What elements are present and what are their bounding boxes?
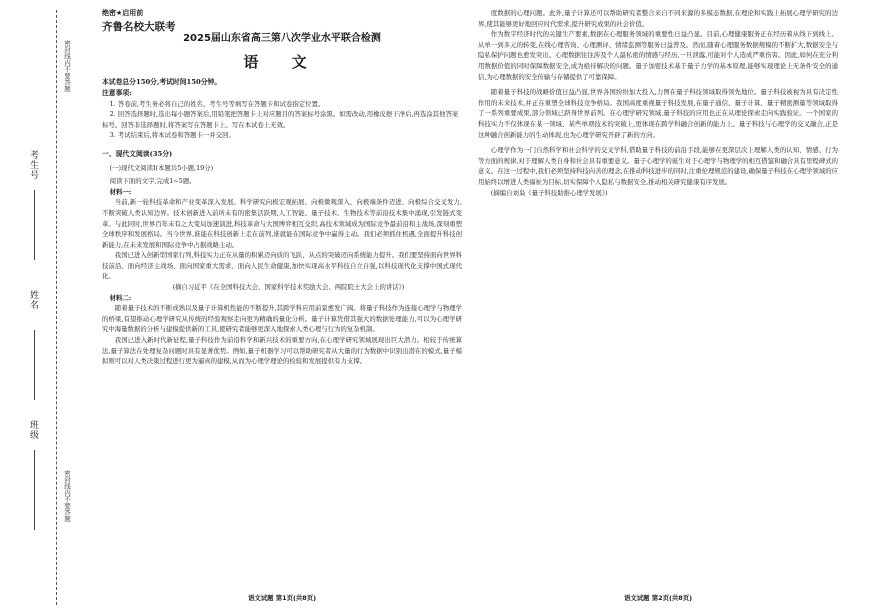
organization: 齐鲁名校大联考 <box>102 20 176 33</box>
notice-item: 1. 答卷前,考生务必将自己的姓名、考生号等填写在答题卡和试卷指定位置。 <box>109 99 325 108</box>
seal-warning-top: 密封线内不要答题 <box>63 40 71 92</box>
exam-title: 2025届山东省高三第八次学业水平联合检测 <box>183 33 381 45</box>
exam-page <box>90 8 865 608</box>
label-exam-id: 考生号 <box>28 150 38 180</box>
label-class: 班级 <box>28 420 38 440</box>
paragraph: 随着量子科技的战略价值日益凸显,世界各国纷纷加大投入,力图在量子科技领域取得领先地位。量子科技被视为具有决定性作用的未来技术,并正在重塑全球科技竞争格局。我国高度重视量子科技发展,在量子通信、量子计算、量子精密测量等领域取得了一系列重要成果,部分领域已跻身世界前列。在心理学研究领域,量子科技的应用也正在从理论探索走向实践验证。一个国家的科技实力不仅体现在某一领域、某些单项技术的突破上,更体现在跨学科融合创新的能力上。量子科技与心理学的交叉融合,正是这种融合创新能力的生动体现,也为心理学研究开辟了新的方向。 <box>478 88 838 139</box>
label-name: 姓名 <box>28 290 38 310</box>
paragraph: 当前,新一轮科技革命和产业变革深入发展。科学研究向极宏观拓展、向极微观深入、向极端条件迈进、向极综合交叉发力,不断突破人类认知边界。技术创新进入前所未有的密集活跃期,人工智能、量子技术、生物技术等前沿技术集中涌现,引发链式变革。与此同时,世界百年未有之大变局加速演进,科技革命与大国博弈相互交织,高技术领域成为国际竞争最前沿和主战场,深刻重塑全球秩序和发展格局。当今世界,谁能在科技创新上走在前列,谁就能在国际竞争中赢得主动。我们必须抓住机遇,全面提升科技创新能力,在未来发展和国际竞争中占据战略主动。 <box>102 198 462 249</box>
source-citation: (摘编自刘枭《量子科技助推心理学发展》) <box>490 188 608 197</box>
paragraph: 作为数字经济时代的关键生产要素,数据在心理服务领域的重要性日益凸显。目前,心理健康服务正在经历着从线下到线上、从单一到多元的转变,在线心理咨询、心理测评、情绪监测等服务日益普及。然而,随着心理服务数据规模的不断扩大,数据安全与隐私保护问题也愈发突出。心理数据往往涉及个人最私密的情感与经历,一旦泄露,可能对个人造成严重伤害。因此,如何在充分利用数据价值的同时保障数据安全,成为亟待解决的问题。量子加密技术基于量子力学的基本原理,能够实现理论上无条件安全的通信,为心理数据的安全传输与存储提供了可靠保障。 <box>478 30 838 81</box>
paragraph: 我国已进入创新型国家行列,科技实力正在从量的积累迈向质的飞跃、从点的突破迈向系统能力提升。我们要坚持面向世界科技前沿、面向经济主战场、面向国家重大需求、面向人民生命健康,加快实现高水平科技自立自强,以科技现代化支撑中国式现代化。 <box>102 251 462 281</box>
subsection-heading: (一)现代文阅读Ⅰ(本题共5小题,19分) <box>109 163 214 172</box>
instruction: 阅读下面的文字,完成1~5题。 <box>109 177 196 186</box>
blank-class <box>34 450 35 530</box>
blank-name <box>34 330 35 400</box>
subject-title: 语 文 <box>243 52 321 71</box>
exam-info: 本试卷总分150分,考试时间150分钟。 <box>102 78 222 87</box>
material-label: 材料一: <box>109 187 132 196</box>
notice-item: 2. 回答选择题时,选出每小题答案后,用铅笔把答题卡上对应题目的答案标号涂黑。如需改动,用橡皮擦干净后,再选涂其他答案标号。回答非选择题时,将答案写在答题卡上。写在本试卷上无效。 <box>102 110 459 129</box>
page-footer-left: 语文试题 第1页(共8页) <box>247 594 317 603</box>
article <box>102 187 462 367</box>
article-continued <box>478 8 838 198</box>
page-footer-right: 语文试题 第2页(共8页) <box>623 594 693 603</box>
seal-line <box>56 10 57 605</box>
seal-warning-bottom: 密封线内不要答题 <box>63 470 71 522</box>
section-heading: 一、现代文阅读(35分) <box>102 149 173 158</box>
paragraph: 随着量子技术的不断成熟以及量子计算机性能的不断提升,其跨学科应用前景愈发广阔。将量子科技作为连接心理学与物理学的桥梁,有望推动心理学研究从传统的经验观察走向更为精确的量化分析。量子计算凭借其强大的数据处理能力,可以为心理学研究中海量数据的分析与建模提供新的工具,使研究者能够更深入地探索人类心理与行为的复杂机制。 <box>102 304 462 334</box>
source-citation: (摘自习近平《在全国科技大会、国家科学技术奖励大会、两院院士大会上的讲话》) <box>172 283 405 292</box>
notice-heading: 注意事项: <box>102 88 132 97</box>
notice-item: 3. 考试结束后,将本试卷和答题卡一并交回。 <box>109 131 235 140</box>
paragraph: 心理学作为一门自然科学和社会科学的交叉学科,借助量子科技的前沿手段,能够在更深层次上理解人类的认知、情感、行为等方面的规律,对于理解人类自身和社会具有重要意义。量子心理学的诞生对于心理学与物理学的相互借鉴和融合具有里程碑式的意义。在这一过程中,我们必须坚持科技向善的理念,在推动科技进步的同时,注重伦理规范的建设,确保量子科技在心理学领域的应用始终以增进人类福祉为目标,切实保障个人隐私与数据安全,推动相关研究健康有序发展。 <box>478 146 838 186</box>
material-label: 材料二: <box>109 293 132 302</box>
right-column <box>478 8 838 608</box>
secret-mark: 绝密★启用前 <box>102 9 144 17</box>
left-column <box>102 8 462 608</box>
paragraph: 度数据的心理问题。此外,量子计算还可以帮助研究者整合来自不同来源的多模态数据,在理论和实践上拓展心理学研究的边界,使其能够更好地回应时代需求,提升研究成果的社会价值。 <box>478 9 838 28</box>
paragraph: 我国已进入新时代新征程,量子科技作为前沿科学和新兴技术的重要方向,在心理学研究领域展现出巨大潜力。相较于传统算法,量子算法在处理复杂问题时具有显著优势。例如,量子机器学习可以帮助研究者从大量的行为数据中识别出潜在的模式,量子模拟则可以对人类决策过程进行更为逼真的建模,从而为心理学理论的检验和发展提供有力支撑。 <box>102 336 462 366</box>
binding-strip <box>0 0 90 615</box>
blank-exam-id <box>34 190 35 260</box>
notice <box>102 88 462 141</box>
